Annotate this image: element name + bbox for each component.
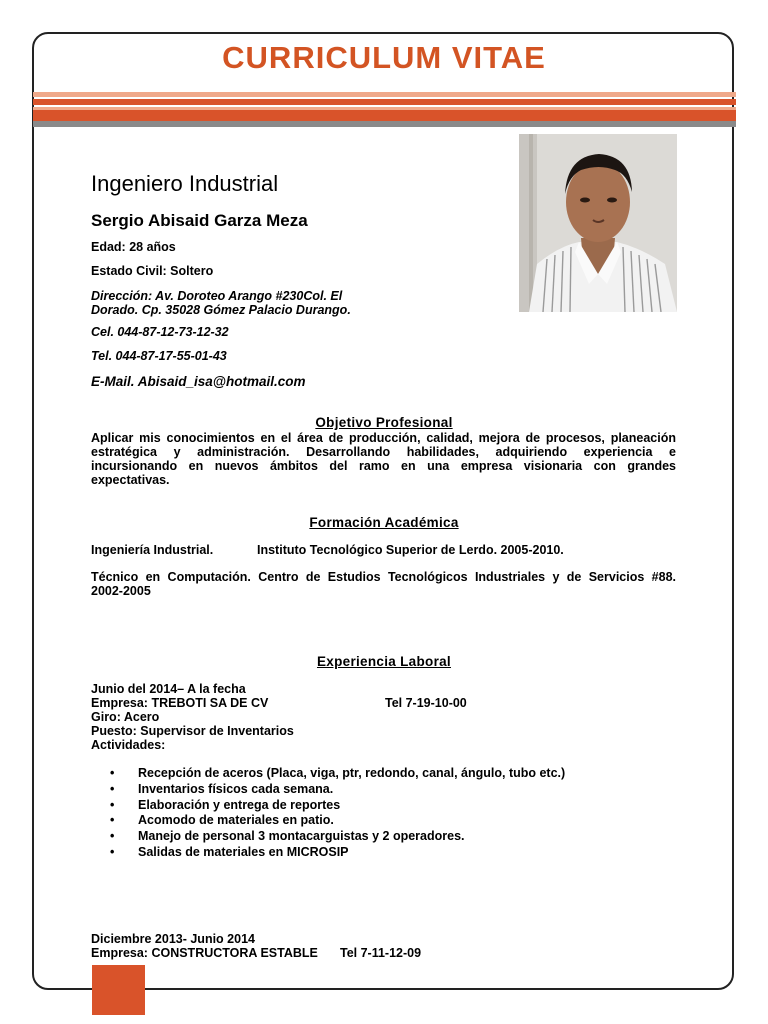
job-company: Empresa: CONSTRUCTORA ESTABLE [91, 946, 318, 960]
job-phone: Tel 7-19-10-00 [385, 696, 467, 710]
civil-status: Estado Civil: Soltero [91, 264, 214, 278]
job-sector: Giro: Acero [91, 710, 160, 724]
job-phone: Tel 7-11-12-09 [340, 946, 422, 960]
list-item [110, 829, 565, 845]
address-line: Dirección: Av. Doroteo Arango #230Col. El [91, 289, 343, 303]
list-item [110, 798, 565, 814]
objective-line: incursionando en nuevos ámbitos del ramo en una empresa visionaria con grandes [91, 459, 676, 473]
objective-line: estratégica y administración. Desarrollando habilidades, adquiriendo experiencia e [91, 445, 676, 459]
list-item [110, 813, 565, 829]
header-stripe [33, 110, 736, 121]
activity-text: Salidas de materiales en MICROSIP [138, 844, 349, 859]
activity-text: Inventarios físicos cada semana. [138, 781, 334, 796]
cell-phone: Cel. 044-87-12-73-12-32 [91, 325, 229, 339]
header-stripe [33, 99, 736, 105]
full-name: Sergio Abisaid Garza Meza [91, 211, 308, 230]
bullet-icon: • [110, 829, 115, 844]
bullet-icon: • [110, 781, 115, 796]
activities-list [110, 766, 565, 861]
portrait-photo [519, 134, 677, 312]
home-phone: Tel. 044-87-17-55-01-43 [91, 349, 227, 363]
header-stripe [33, 92, 736, 97]
job-period: Diciembre 2013- Junio 2014 [91, 932, 255, 946]
bullet-icon: • [110, 766, 115, 780]
bullet-icon: • [110, 844, 115, 859]
education-line: Técnico en Computación. Centro de Estudios Tecnológicos Industriales y de Servicios #88. [91, 570, 676, 584]
job-title: Ingeniero Industrial [91, 171, 279, 196]
activity-text: Acomodo de materiales en patio. [138, 813, 334, 828]
footer-accent-square [92, 965, 145, 1015]
education-institution: Instituto Tecnológico Superior de Lerdo. 2005-2010. [257, 543, 564, 557]
activity-text: Recepción de aceros (Placa, viga, ptr, redondo, canal, ángulo, tubo etc.) [138, 766, 566, 780]
bullet-icon: • [110, 797, 115, 812]
list-item [110, 845, 565, 861]
experience-heading: Experiencia Laboral [316, 654, 451, 669]
cv-title: CURRICULUM VITAE [222, 40, 546, 75]
address-line: Dorado. Cp. 35028 Gómez Palacio Durango. [91, 303, 351, 317]
list-item [110, 782, 565, 798]
email: E-Mail. Abisaid_isa@hotmail.com [91, 374, 306, 389]
job-position: Puesto: Supervisor de Inventarios [91, 724, 294, 738]
education-line: 2002-2005 [91, 584, 151, 598]
bullet-icon: • [110, 813, 115, 828]
header-stripe [33, 121, 736, 127]
education-degree: Ingeniería Industrial. [91, 543, 214, 557]
objective-heading: Objetivo Profesional [315, 415, 453, 430]
objective-text [91, 431, 676, 473]
job-company: Empresa: TREBOTI SA DE CV [91, 696, 269, 710]
activities-label: Actividades: [91, 738, 166, 752]
job-period: Junio del 2014– A la fecha [91, 682, 246, 696]
objective-line: expectativas. [91, 473, 170, 487]
education-heading: Formación Académica [309, 515, 459, 530]
age: Edad: 28 años [91, 240, 176, 254]
activity-text: Elaboración y entrega de reportes [138, 797, 341, 812]
objective-line: Aplicar mis conocimientos en el área de producción, calidad, mejora de procesos, planeación [91, 431, 676, 445]
list-item [110, 766, 565, 782]
activity-text: Manejo de personal 3 montacarguistas y 2 operadores. [138, 829, 465, 844]
